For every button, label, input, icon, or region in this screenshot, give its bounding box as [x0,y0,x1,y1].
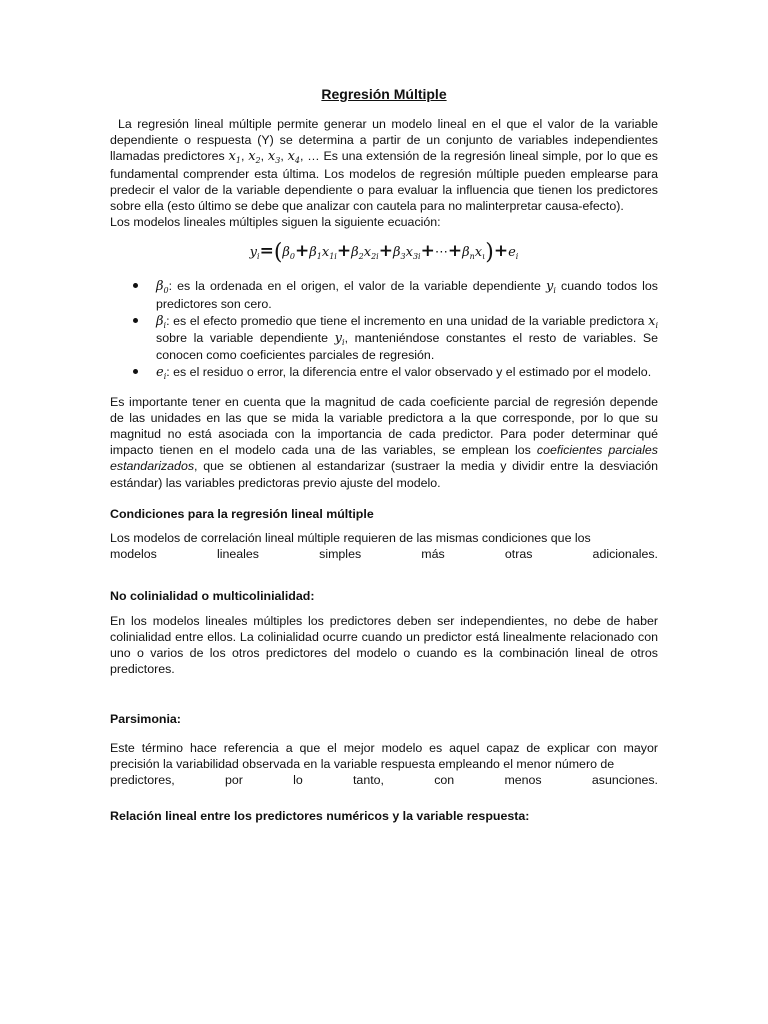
importance-paragraph: Es importante tener en cuenta que la magnitud de cada coeficiente parcial de regresión depende de las unidades en las que se mida la variable predictora a la que corresponde, por lo que su magnitud no está asociada con la importancia de cada predictor. Para poder determinar qué impacto tienen en el modelo cada una de las variables, se emplean los coeficientes parciales estandarizados, que se obtienen al estandarizar (sustraer la media y dividir entre la desviación estándar) las variables predictoras previo ajuste del modelo. [110,394,659,490]
conditions-heading: Condiciones para la regresión lineal múltiple [110,506,374,521]
intro-paragraph: La regresión lineal múltiple permite generar un modelo lineal en el que el valor de la variable dependiente o respuesta (Y) se determina a partir de un conjunto de variables independientes llamadas predictores $x_1$, $x_2$, $x_3$, $x_4$, … Es una extensión de la regresión lineal simple, por lo que es fundamental comprender esta última. Los modelos de regresión múltiple pueden emplearse para predecir el valor de la variable dependiente o para evaluar la influencia que tienen los predictores sobre ella (esto último se debe que analizar con cautela para no malinterpretar causa-efecto). [110,117,658,214]
noncolinearity-text: En los modelos lineales múltiples los predictores deben ser independientes, no debe de haber colinialidad entre ellos. La colinialidad ocurre cuando un predictor está linealmente relacionado con uno o varios de los otros predictores del modelo o cuando es la combinación lineal de otros predictores. [110,613,658,677]
bullet-icon [133,318,138,323]
regression-equation: $y_i=(\beta_0+\beta_1x_{1i}+\beta_2x_{2i}+\beta_3x_{3i}+\cdots+\beta_nx_\iota)+e_i$ [249,240,519,266]
noncolinearity-heading: No colinialidad o multicolinialidad: [110,589,315,604]
predictor-x1: $x_1$ [228,149,241,166]
relation-heading: Relación lineal entre los predictores numéricos y la variable respuesta: [110,809,530,824]
parsimony-text-last-line: predictores, por lo tanto, con menos asunciones. [110,773,658,788]
list-item: $e_i$: es el residuo o error, la diferencia entre el valor observado y el estimado por el modelo. [110,364,658,381]
parsimony-text: Este término hace referencia a que el mejor modelo es aquel capaz de explicar con mayor precisión la variabilidad observada en la variable respuesta empleando el menor número de [110,740,658,771]
intro-text-a: La regresión lineal múltiple permite generar un modelo lineal en el que el valor de la variable dependiente o respuesta (Y) se determina a partir de un conjunto de variables independientes llamadas predictores [110,117,658,164]
bullet-icon [133,283,138,288]
list-item: $\beta_i$: es el efecto promedio que tiene el incremento en una unidad de la variable predictora $x_i$ sobre la variable dependiente $y_i$, manteniéndose constantes el resto de variables. Se conocen como coeficientes parciales de regresión. [110,313,658,364]
predictor-x2: $x_2$ [248,149,261,166]
list-item: $\beta_0$: es la ordenada en el origen, el valor de la variable dependiente $y_i$ cuando todos los predictores son cero. [110,278,658,311]
parsimony-heading: Parsimonia: [110,712,181,727]
bullet-icon [133,369,138,374]
intro-text-b: … Es una extensión de la regresión lineal simple, por lo que es fundamental comprender esta última. Los modelos de regresión múltiple pueden emplearse para predecir el valor de la variable dependiente o para evaluar la influencia que tienen los predictores sobre ella (esto último se debe que analizar con cautela para no malinterpretar causa-efecto). [110,149,658,214]
conditions-text-last-line: modelos lineales simples más otras adicionales. [110,547,658,562]
emphasis-text: coeficientes parciales estandarizados [110,443,659,474]
predictor-x3: $x_3$ [267,149,281,166]
predictor-x4: $x_4$ [287,149,300,166]
coefficient-list [110,278,658,381]
conditions-text: Los modelos de correlación lineal múltiple requieren de las mismas condiciones que los [110,531,591,546]
equation-intro: Los modelos lineales múltiples siguen la siguiente ecuación: [110,215,441,230]
document-body [110,84,658,825]
page-title: Regresión Múltiple [321,86,447,102]
